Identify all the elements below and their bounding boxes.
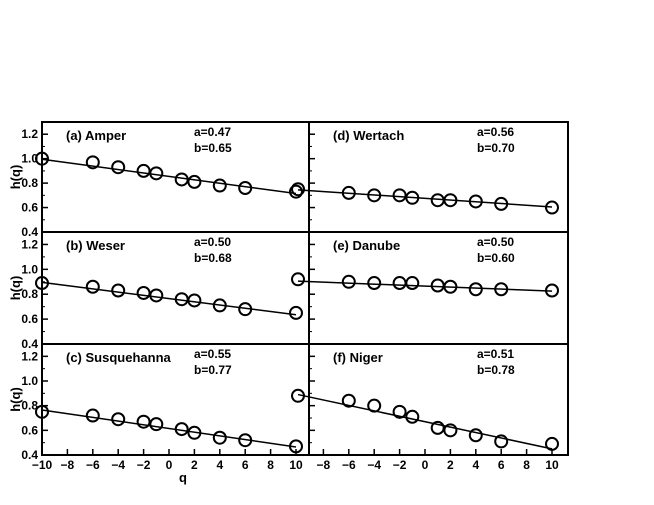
panel-1-data-point	[188, 176, 200, 188]
panel-3-data-point	[112, 413, 124, 425]
panel-2-ytick-label: 0.8	[21, 287, 38, 302]
panel-1-fit-line	[42, 159, 296, 193]
panel-2-data-point	[87, 281, 99, 293]
panel-3-xtick-label: 0	[165, 458, 173, 472]
panel-4-param-b: b=0.70	[477, 141, 515, 155]
panel-2-data-point	[188, 294, 200, 306]
panel-1-param-a: a=0.47	[194, 125, 232, 139]
panel-1-data-point	[138, 165, 150, 177]
panel-3-xtick-label: −10	[31, 458, 53, 472]
x-axis-label: q	[179, 470, 187, 485]
panel-3-ytick-label: 0.4	[21, 448, 38, 462]
y-axis-label: h(q)	[8, 164, 23, 190]
panel-4-title: (d) Wertach	[333, 128, 405, 143]
panel-3-ytick-label: 0.8	[21, 398, 38, 413]
panel-5-data-point	[470, 283, 482, 295]
panel-6-param-a: a=0.51	[477, 347, 515, 361]
panel-6-xtick-label: 8	[523, 458, 530, 472]
panel-3-data-point	[87, 410, 99, 422]
panel-5-fit-line	[298, 281, 552, 291]
panel-1-ytick-label: 1.0	[21, 151, 38, 166]
panel-3-xtick-label: 6	[241, 458, 249, 472]
panel-5-data-point	[432, 280, 444, 292]
panel-2-ytick-label: 1.2	[21, 237, 38, 252]
panel-4-data-point	[546, 202, 558, 214]
panel-3-xtick-label: 4	[216, 458, 224, 472]
panel-1-ytick-label: 0.8	[21, 176, 38, 191]
panel-6-xtick-label: −4	[367, 458, 382, 472]
panel-2-data-point	[290, 307, 302, 319]
panel-3-ytick-label: 1.0	[21, 374, 38, 388]
panel-2-param-b: b=0.68	[194, 251, 232, 265]
panel-4-fit-line	[298, 190, 552, 207]
panel-5-param-b: b=0.60	[477, 251, 515, 265]
panel-6-data-point	[406, 411, 418, 423]
panel-1-ytick-label: 0.6	[21, 200, 38, 215]
panel-3-param-a: a=0.55	[194, 347, 232, 361]
panel-6-xtick-label: −6	[341, 458, 356, 472]
panel-4-data-point	[394, 189, 406, 201]
panel-1-data-point	[150, 167, 162, 179]
panel-2-data-point	[138, 287, 150, 299]
panel-5-title: (e) Danube	[333, 238, 401, 253]
y-axis-label: h(q)	[8, 387, 23, 412]
panel-3-ytick-label: 0.6	[21, 423, 38, 438]
panel-6-xtick-label: −8	[316, 458, 331, 472]
panel-2-ytick-label: 1.0	[21, 262, 38, 277]
panel-1-data-point	[176, 173, 188, 185]
panel-3-xtick-label: 2	[191, 458, 198, 472]
panel-6-xtick-label: 2	[447, 458, 454, 472]
panel-5-data-point	[292, 273, 304, 285]
panel-6-xtick-label: 6	[497, 458, 505, 472]
panel-3-data-point	[150, 418, 162, 430]
panel-3-data-point	[138, 416, 150, 428]
panel-2-ytick-label: 0.4	[21, 337, 38, 351]
panel-3-param-b: b=0.77	[194, 363, 232, 377]
panel-6-xtick-label: 10	[545, 458, 559, 472]
panel-3-xtick-label: −2	[136, 458, 151, 472]
panel-4-param-a: a=0.56	[477, 125, 515, 139]
panel-3-xtick-label: −8	[60, 458, 75, 472]
panel-3-title: (c) Susquehanna	[66, 350, 171, 365]
panel-2-data-point	[112, 284, 124, 296]
panel-2-param-a: a=0.50	[194, 235, 232, 249]
panel-6-title: (f) Niger	[333, 350, 383, 365]
panel-1-data-point	[112, 161, 124, 173]
panel-6-xtick-label: 4	[472, 458, 480, 472]
panel-5-data-point	[368, 277, 380, 289]
panel-1-ytick-label: 1.2	[21, 127, 38, 142]
panel-5-param-a: a=0.50	[477, 235, 515, 249]
panel-3-xtick-label: 10	[289, 458, 303, 472]
panel-1-title: (a) Amper	[66, 128, 127, 143]
panel-1-data-point	[214, 180, 226, 192]
panel-1-data-point	[239, 182, 251, 194]
panel-6-fit-line	[298, 395, 552, 449]
panel-1-ytick-label: 0.4	[21, 225, 38, 239]
panel-6-data-point	[470, 429, 482, 441]
panel-2-ytick-label: 0.6	[21, 312, 38, 327]
panel-5-data-point	[406, 277, 418, 289]
panel-6-data-point	[368, 400, 380, 412]
panel-6-xtick-label: 0	[421, 458, 429, 472]
panel-2-fit-line	[42, 282, 296, 314]
panel-3-fit-line	[42, 410, 296, 447]
panel-6-xtick-label: −2	[392, 458, 407, 472]
panel-3-xtick-label: −6	[85, 458, 100, 472]
panel-5-data-point	[343, 276, 355, 288]
panel-1-param-b: b=0.65	[194, 141, 232, 155]
y-axis-label: h(q)	[8, 275, 23, 301]
panel-6-data-point	[444, 424, 456, 436]
panel-3-xtick-label: −4	[111, 458, 126, 472]
panel-3-xtick-label: 8	[267, 458, 274, 472]
panel-2-title: (b) Weser	[66, 238, 125, 253]
panel-3-ytick-label: 1.2	[21, 349, 38, 364]
panel-5-data-point	[394, 277, 406, 289]
panel-2-data-point	[150, 289, 162, 301]
panel-3-data-point	[214, 432, 226, 444]
panel-6-param-b: b=0.78	[477, 363, 515, 377]
